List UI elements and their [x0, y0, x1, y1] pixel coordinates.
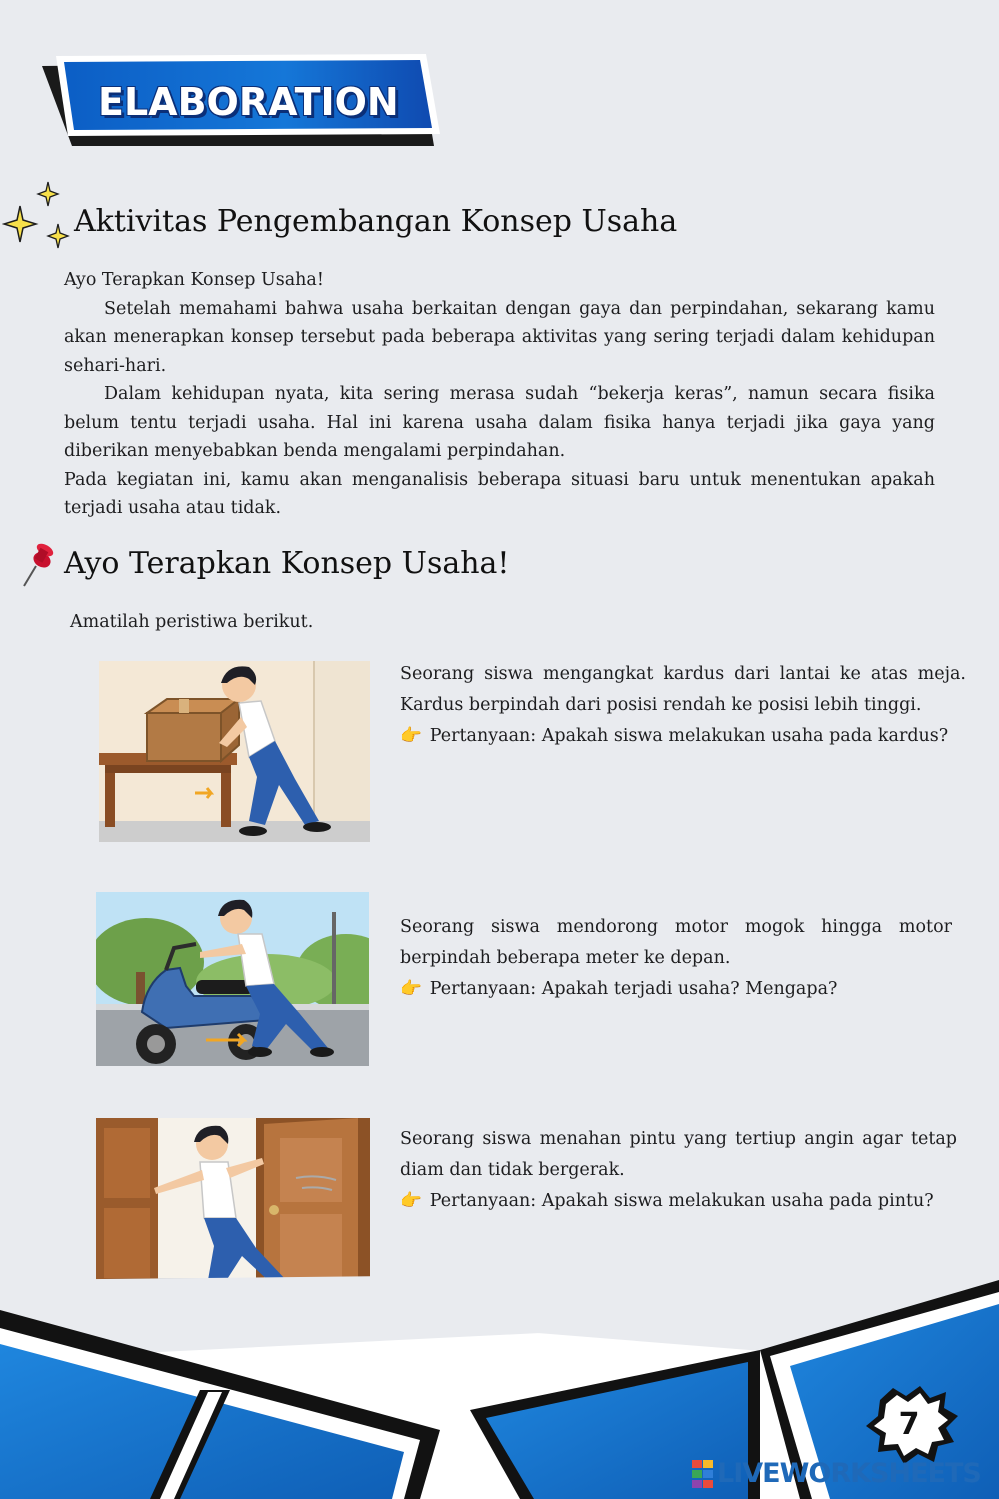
item-1-question-line: [400, 721, 966, 752]
liveworksheets-logo: [692, 1455, 981, 1493]
liveworksheets-icon: [692, 1460, 714, 1488]
liveworksheets-brand[interactable]: LIVEWORKSHEETS: [717, 1458, 981, 1489]
pushpin-icon: [20, 540, 54, 588]
intro-paragraph-2: Dalam kehidupan nyata, kita sering merasa sudah “bekerja keras”, namun secara fisika belum tentu terjadi usaha. Hal ini karena usaha dalam fisika hanya terjadi jika gaya yang diberikan menyebabkan benda mengalami perpindahan.: [64, 384, 935, 461]
item-1-text: [400, 659, 966, 752]
pointing-hand-icon: 👉: [400, 979, 422, 999]
item-3-text: [400, 1124, 957, 1217]
sparkle-icon: [2, 180, 74, 260]
item-2-text: [400, 912, 952, 1005]
pointing-hand-icon: 👉: [400, 1191, 422, 1211]
section-heading-ayo: Ayo Terapkan Konsep Usaha!: [64, 546, 510, 581]
banner-title: ELABORATION: [98, 80, 399, 124]
section-heading-aktivitas: Aktivitas Pengembangan Konsep Usaha: [74, 204, 678, 239]
intro-paragraph-3: Pada kegiatan ini, kamu akan menganalisis beberapa situasi baru untuk menentukan apakah terjadi usaha atau tidak.: [64, 469, 935, 518]
item-3-question-line: [400, 1186, 957, 1217]
item-1-description: Seorang siswa mengangkat kardus dari lantai ke atas meja. Kardus berpindah dari posisi rendah ke posisi lebih tinggi.: [400, 664, 966, 715]
intro-subtitle: Ayo Terapkan Konsep Usaha!: [64, 270, 324, 290]
pointing-hand-icon: 👉: [400, 726, 422, 746]
page-number: 7: [898, 1407, 920, 1442]
illustration-pushing-scooter: [96, 892, 369, 1066]
illustration-lifting-box: [99, 661, 370, 842]
item-2-description: Seorang siswa mendorong motor mogok hingga motor berpindah beberapa meter ke depan.: [400, 917, 952, 968]
item-1-question: Pertanyaan: Apakah siswa melakukan usaha pada kardus?: [429, 726, 949, 746]
intro-paragraph-1: Setelah memahami bahwa usaha berkaitan dengan gaya dan perpindahan, sekarang kamu akan menerapkan konsep tersebut pada beberapa aktivitas yang sering terjadi dalam kehidupan sehari-hari.: [64, 298, 935, 376]
item-2-question: Pertanyaan: Apakah terjadi usaha? Mengapa?: [429, 979, 838, 999]
item-2-question-line: [400, 974, 952, 1005]
instruction-text: Amatilah peristiwa berikut.: [70, 612, 314, 632]
item-3-description: Seorang siswa menahan pintu yang tertiup angin agar tetap diam dan tidak bergerak.: [400, 1129, 957, 1180]
intro-text-block: [64, 266, 935, 523]
item-3-question: Pertanyaan: Apakah siswa melakukan usaha pada pintu?: [429, 1191, 934, 1211]
